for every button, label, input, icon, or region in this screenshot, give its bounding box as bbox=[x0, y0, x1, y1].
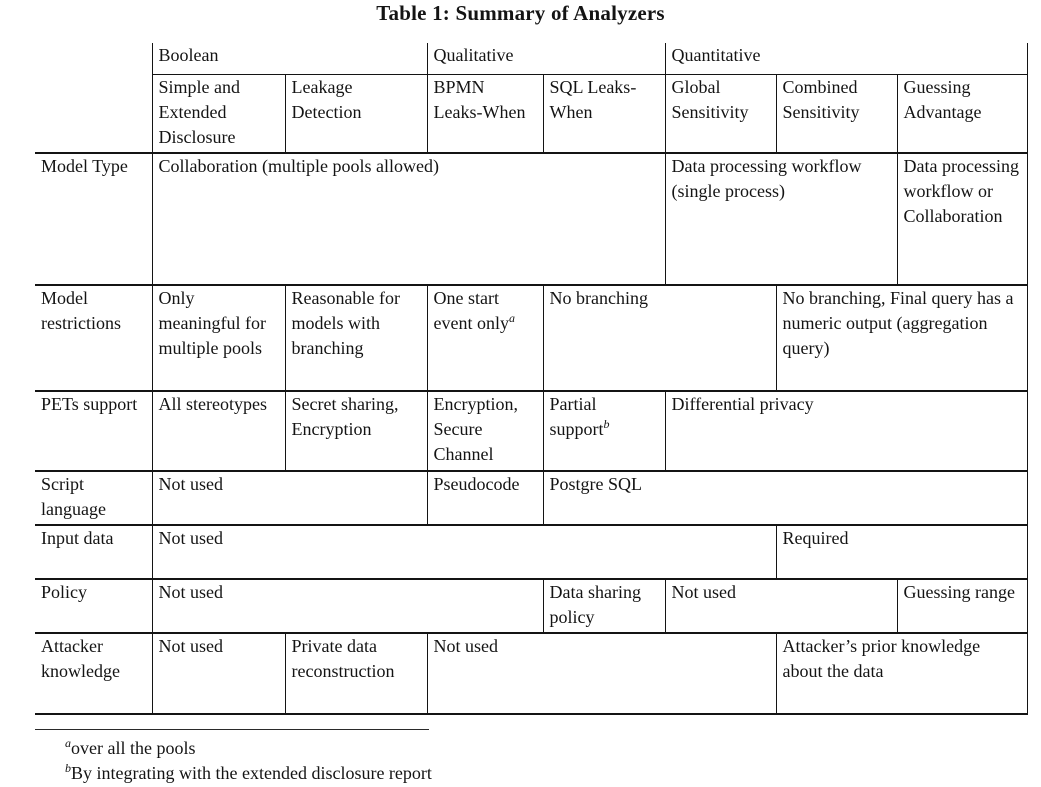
table-cell: Only meaningful for multiple pools bbox=[152, 285, 285, 391]
footnote-a bbox=[65, 736, 1041, 761]
table-caption: Table 1: Summary of Analyzers bbox=[376, 1, 665, 25]
table-cell: Reasonable for models with branching bbox=[285, 285, 427, 391]
table-cell: Not used bbox=[427, 633, 776, 714]
table-cell: Pseudocode bbox=[427, 471, 543, 525]
row-label-model-restrictions: Model restrictions bbox=[35, 285, 152, 391]
table-cell: All stereotypes bbox=[152, 391, 285, 471]
table-cell bbox=[427, 285, 543, 391]
table-cell: Encryption, Secure Channel bbox=[427, 391, 543, 471]
column-header-bpmn-leaks-when: BPMN Leaks-When bbox=[427, 74, 543, 153]
row-label-pets-support: PETs support bbox=[35, 391, 152, 471]
table-cell: No branching bbox=[543, 285, 776, 391]
table-row-attacker-knowledge bbox=[35, 633, 1027, 714]
table-cell: Guessing range bbox=[897, 579, 1027, 633]
column-group-quantitative: Quantitative bbox=[665, 43, 1027, 74]
table-cell: Data processing workflow (single process) bbox=[665, 153, 897, 285]
table-row-model-restrictions bbox=[35, 285, 1027, 391]
table-row-model-type bbox=[35, 153, 1027, 285]
footnote-marker-b: b bbox=[65, 760, 71, 775]
footnote-marker-a: a bbox=[65, 735, 71, 750]
row-label-model-type: Model Type bbox=[35, 153, 152, 285]
row-label-script-language: Script language bbox=[35, 471, 152, 525]
table-cell: No branching, Final query has a numeric output (aggregation query) bbox=[776, 285, 1027, 391]
table-cell: Not used bbox=[152, 579, 543, 633]
footnote-b bbox=[65, 761, 1041, 786]
table-cell: Data sharing policy bbox=[543, 579, 665, 633]
cell-text: One start event only bbox=[433, 287, 509, 333]
column-header-sql-leaks-when: SQL Leaks-When bbox=[543, 74, 665, 153]
table-cell: Secret sharing, Encryption bbox=[285, 391, 427, 471]
row-label-attacker-knowledge: Attacker knowledge bbox=[35, 633, 152, 714]
table-cell: Differential privacy bbox=[665, 391, 1027, 471]
column-group-boolean: Boolean bbox=[152, 43, 427, 74]
analyzers-summary-table bbox=[35, 43, 1028, 715]
table-cell: Not used bbox=[665, 579, 897, 633]
table-row-input-data bbox=[35, 525, 1027, 579]
column-header-combined-sensitivity: Combined Sensitivity bbox=[776, 74, 897, 153]
table-cell: Collaboration (multiple pools allowed) bbox=[152, 153, 665, 285]
column-header-guessing-advantage: Guessing Advantage bbox=[897, 74, 1027, 153]
footnote-text: By integrating with the extended disclosure report bbox=[71, 762, 432, 783]
table-row-pets-support bbox=[35, 391, 1027, 471]
footnote-marker-ref-b: b bbox=[603, 416, 610, 431]
column-header-row bbox=[35, 74, 1027, 153]
group-header-row bbox=[35, 43, 1027, 74]
column-group-qualitative: Qualitative bbox=[427, 43, 665, 74]
row-label-policy: Policy bbox=[35, 579, 152, 633]
header-spacer-cell bbox=[35, 43, 152, 153]
table-cell: Attacker’s prior knowledge about the data bbox=[776, 633, 1027, 714]
cell-text: Partial support bbox=[549, 393, 604, 439]
footnote-rule bbox=[35, 729, 429, 730]
table-cell bbox=[543, 391, 665, 471]
column-header-simple-extended-disclosure: Simple and Extended Disclosure bbox=[152, 74, 285, 153]
table-cell: Not used bbox=[152, 525, 776, 579]
table-cell: Required bbox=[776, 525, 1027, 579]
table-cell: Data processing workflow or Collaboration bbox=[897, 153, 1027, 285]
table-row-policy bbox=[35, 579, 1027, 633]
column-header-global-sensitivity: Global Sensitivity bbox=[665, 74, 776, 153]
table-cell: Not used bbox=[152, 471, 427, 525]
table-row-script-language bbox=[35, 471, 1027, 525]
table-cell: Postgre SQL bbox=[543, 471, 1027, 525]
column-header-leakage-detection: Leakage Detection bbox=[285, 74, 427, 153]
footnote-text: over all the pools bbox=[71, 737, 196, 758]
table-cell: Private data reconstruction bbox=[285, 633, 427, 714]
row-label-input-data: Input data bbox=[35, 525, 152, 579]
table-cell: Not used bbox=[152, 633, 285, 714]
footnote-marker-ref-a: a bbox=[508, 310, 515, 325]
